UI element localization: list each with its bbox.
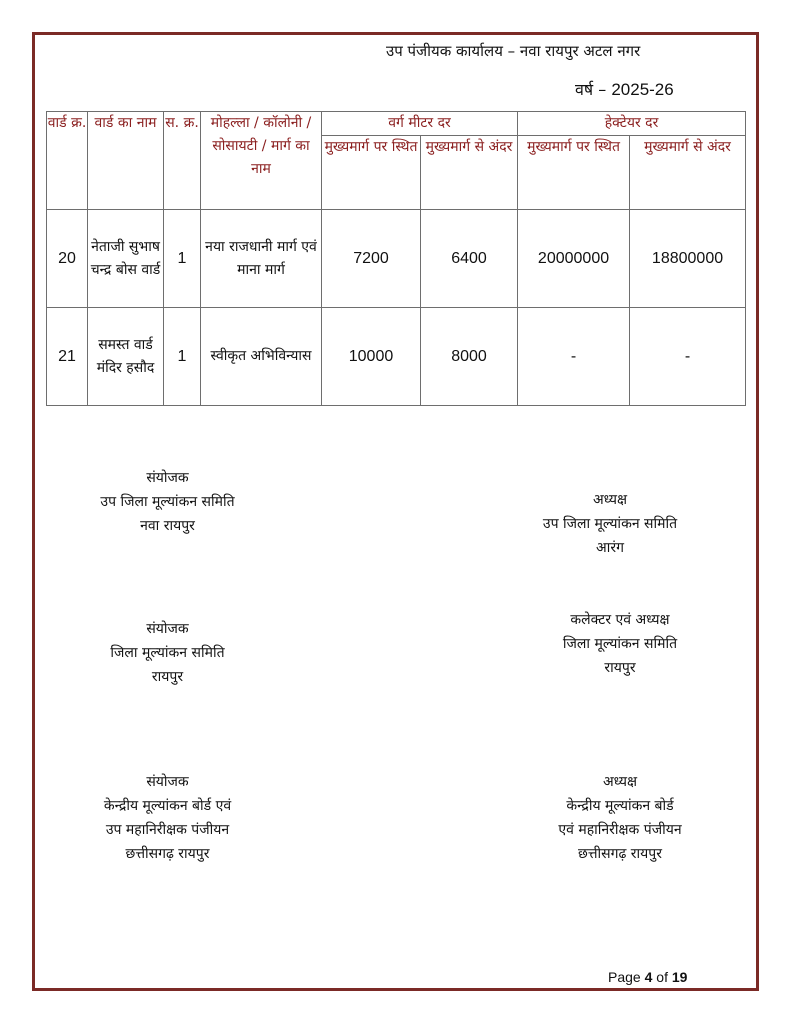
signatory-location: छत्तीसगढ़ रायपुर <box>578 846 662 862</box>
cell-ha-on-main-road: - <box>518 308 630 406</box>
cell-ha-on-main-road: 20000000 <box>518 210 630 308</box>
page-word: Page <box>608 969 641 985</box>
year-label: वर्ष – <box>575 80 607 99</box>
signatory-committee: जिला मूल्यांकन समिति <box>110 645 225 661</box>
year-line <box>575 79 674 101</box>
signatory-location: आरंग <box>596 540 624 556</box>
signatory-collector-chairman-district <box>500 608 740 680</box>
current-page: 4 <box>644 969 653 985</box>
cell-sqm-inside-main-road: 6400 <box>421 210 518 308</box>
signatory-committee: उप जिला मूल्यांकन समिति <box>542 516 678 532</box>
signatory-designation: उप महानिरीक्षक पंजीयन <box>105 822 230 838</box>
cell-ha-inside-main-road: 18800000 <box>630 210 746 308</box>
table-row <box>47 210 746 308</box>
cell-serial-no: 1 <box>164 210 201 308</box>
cell-ward-no: 21 <box>47 308 88 406</box>
signatory-location: रायपुर <box>604 660 636 676</box>
col-header-sqm-inside-main-road: मुख्यमार्ग से अंदर <box>421 136 518 210</box>
col-header-ward-no: वार्ड क्र. <box>47 112 88 210</box>
signatory-location: रायपुर <box>151 669 184 685</box>
signatory-title: संयोजक <box>146 621 189 637</box>
table-row <box>47 308 746 406</box>
cell-sqm-on-main-road: 7200 <box>322 210 421 308</box>
signatory-title: अध्यक्ष <box>602 774 638 790</box>
signatory-chairman-central-board <box>500 770 740 866</box>
year-value: 2025-26 <box>611 80 674 99</box>
signatory-title: कलेक्टर एवं अध्यक्ष <box>570 612 670 628</box>
cell-ward-name: समस्त वार्ड मंदिर हसौद <box>88 308 164 406</box>
signatory-convener-sub-district <box>60 466 275 538</box>
cell-serial-no: 1 <box>164 308 201 406</box>
page-number <box>608 969 687 985</box>
col-header-sqm-rate: वर्ग मीटर दर <box>322 112 518 136</box>
col-header-hectare-rate: हेक्टेयर दर <box>518 112 746 136</box>
of-word: of <box>656 969 668 985</box>
signatory-convener-district <box>60 617 275 689</box>
cell-ward-name: नेताजी सुभाष चन्द्र बोस वार्ड <box>88 210 164 308</box>
office-title: उप पंजीयक कार्यालय – नवा रायपुर अटल नगर <box>386 42 641 60</box>
signatory-designation: एवं महानिरीक्षक पंजीयन <box>558 822 682 838</box>
col-header-serial-no: स. क्र. <box>164 112 201 210</box>
signatory-committee: केन्द्रीय मूल्यांकन बोर्ड एवं <box>103 798 232 814</box>
table-header-row <box>47 112 746 136</box>
col-header-sqm-on-main-road: मुख्यमार्ग पर स्थित <box>322 136 421 210</box>
signatory-convener-central-board <box>60 770 275 866</box>
cell-locality: नया राजधानी मार्ग एवं माना मार्ग <box>201 210 322 308</box>
signatory-title: संयोजक <box>146 470 189 486</box>
cell-ward-no: 20 <box>47 210 88 308</box>
signatory-location: छत्तीसगढ़ रायपुर <box>125 846 210 862</box>
cell-sqm-on-main-road: 10000 <box>322 308 421 406</box>
signatory-title: अध्यक्ष <box>592 492 628 508</box>
col-header-ha-inside-main-road: मुख्यमार्ग से अंदर <box>630 136 746 210</box>
rate-table <box>46 111 746 406</box>
cell-ha-inside-main-road: - <box>630 308 746 406</box>
total-pages: 19 <box>671 969 688 985</box>
signatory-committee: जिला मूल्यांकन समिति <box>562 636 678 652</box>
signatory-title: संयोजक <box>146 774 189 790</box>
cell-locality: स्वीकृत अभिविन्यास <box>201 308 322 406</box>
signatory-committee: केन्द्रीय मूल्यांकन बोर्ड <box>566 798 674 814</box>
col-header-ward-name: वार्ड का नाम <box>88 112 164 210</box>
signatory-location: नवा रायपुर <box>140 518 195 534</box>
signatory-committee: उप जिला मूल्यांकन समिति <box>100 494 235 510</box>
cell-sqm-inside-main-road: 8000 <box>421 308 518 406</box>
col-header-locality: मोहल्ला / कॉलोनी / सोसायटी / मार्ग का नाम <box>201 112 322 210</box>
signatory-chairman-sub-district <box>500 488 720 560</box>
col-header-ha-on-main-road: मुख्यमार्ग पर स्थित <box>518 136 630 210</box>
